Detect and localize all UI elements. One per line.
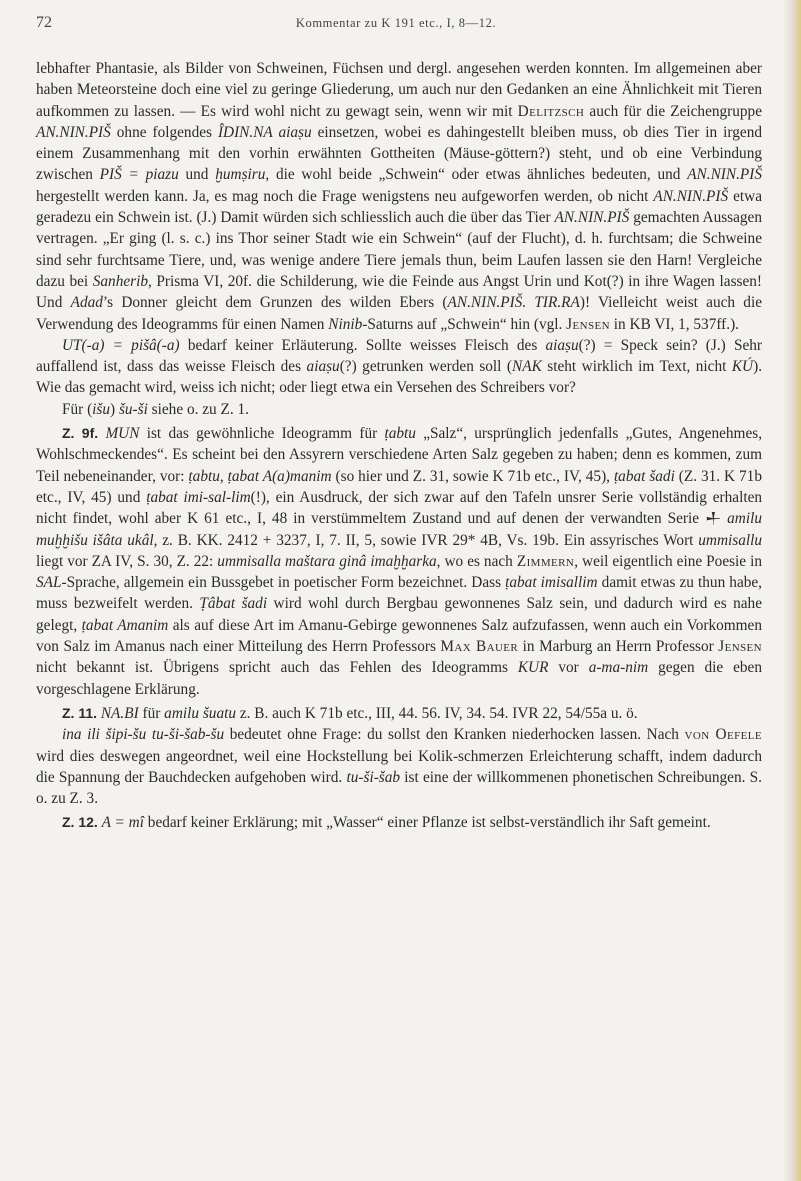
italic-term: Sanherib	[92, 272, 148, 290]
text-run: (?) getrunken werden soll (	[339, 358, 513, 376]
author-name: Delitzsch	[517, 102, 585, 120]
running-head: Kommentar zu K 191 etc., I, 8—12.	[295, 16, 497, 30]
italic-term: KUR	[517, 659, 549, 677]
text-run: bedarf keiner Erklärung; mit „Wasser“ einer Pflanze ist selbst-verständlich ihr Saft gemeint.	[143, 814, 711, 832]
author-name: von Oefele	[684, 726, 762, 744]
page-edge-shadow	[783, 0, 801, 1181]
italic-term: PIŠ = piazu	[99, 166, 179, 184]
paragraph-p2	[36, 335, 762, 399]
italic-term: ṭabat Amanim	[81, 616, 169, 634]
line-reference: Z. 12.	[62, 814, 98, 831]
italic-term: ṭabat A(a)manim	[227, 467, 332, 485]
text-run: steht wirklich im Text, nicht	[541, 358, 732, 376]
text-run: ’s Donner gleicht dem Grunzen des wilden Ebers (	[102, 294, 448, 312]
text-run: )	[110, 400, 119, 418]
author-name: Jensen	[718, 638, 763, 656]
text-run: gemachten Aussagen vertragen. „Er ging (l. s. c.) ins Thor seiner Stadt wie ein Schwein“ (auf der Flucht), d. h. furchtsam; die Schweine sind sehr furchtsame Tiere, und, was wenige andere Tiere jemals thun, beim Laufen lassen sie den Harn! Vergleiche dazu bei	[36, 209, 762, 290]
paragraph-p5	[36, 703, 762, 724]
page-header	[36, 14, 756, 34]
italic-term: ṭabat imisallim	[505, 574, 598, 592]
italic-term: ina ili šipi-šu tu-ši-šab-šu	[62, 726, 225, 744]
text-run: als auf diese Art im Amanu-Gebirge gewonnenes Salz aufzufassen, wenn auch ein Vorkommen von Salz im Amanus nach einer Mitteilung des Herrn Professors	[36, 616, 762, 656]
italic-term: Adad	[70, 294, 103, 312]
paragraph-p4	[36, 423, 762, 700]
italic-term: a-ma-nim	[588, 659, 649, 677]
italic-term: AN.NIN.PIŠ	[653, 187, 729, 205]
author-name: Jensen	[566, 315, 610, 333]
italic-term: AN.NIN.PIŠ	[554, 209, 630, 227]
line-reference: Z. 9f.	[62, 425, 99, 442]
page-number: 72	[36, 14, 52, 31]
text-run: Für (	[62, 400, 93, 418]
italic-term: NA.BI	[100, 704, 139, 722]
text-run: -Sprache, allgemein ein Bussgebet in poetischer Form bezeichnet. Dass	[61, 574, 506, 592]
text-run: wird wohl durch Bergbau gewonnenes Salz sein, und dadurch wird es nahe gelegt,	[36, 595, 762, 634]
cuneiform-sign: 𒈦	[705, 510, 722, 528]
text-run: (Z. 31. K 71b etc., IV, 45) und	[36, 467, 762, 506]
italic-term: KÚ	[731, 358, 754, 376]
line-reference: Z. 11.	[62, 704, 98, 721]
italic-term: ṭabtu	[188, 467, 220, 485]
text-run: auch für die Zeichengruppe	[584, 102, 762, 120]
paragraph-p3	[36, 399, 762, 420]
italic-term: amilu muḫḫišu išâta ukâl	[36, 510, 762, 549]
italic-term: AN.NIN.PIŠ	[36, 123, 111, 141]
text-run: ). Wie das gemacht wird, weiss ich nicht; oder liegt etwa ein Versehen des Schreibers vor?	[36, 358, 763, 397]
italic-term: ṭabat imi-sal-lim	[146, 488, 251, 506]
italic-term: Ṭâbat šadi	[199, 595, 268, 613]
italic-term: ṭabtu	[384, 425, 416, 443]
italic-term: aiaṣu	[306, 358, 340, 376]
commentary-body	[36, 58, 762, 834]
text-run: in Marburg an Herrn Professor	[518, 638, 719, 656]
author-name: Zimmern	[516, 552, 575, 570]
italic-term: Ninib	[328, 315, 363, 333]
text-run: siehe o. zu Z. 1.	[147, 400, 249, 418]
italic-term: tu-ši-šab	[346, 768, 401, 786]
text-run: ohne folgendes	[110, 123, 218, 141]
text-run: z. B. auch K 71b etc., III, 44. 56. IV, 34. 54. IVR 22, 54/55a u. ö.	[236, 704, 638, 722]
italic-term: amilu šuatu	[164, 704, 236, 722]
text-run: , die wohl beide „Schwein“ oder etwas ähnliches bedeuten, und	[265, 166, 688, 184]
italic-term: SAL	[36, 574, 62, 592]
text-run: (!), ein Ausdruck, der sich zwar auf den Tafeln unsrer Serie vollständig erhalten nicht findet, wohl aber K 61 etc., I, 48 in verstümmeltem Zustand und auf denen der verwandten Serie	[36, 488, 763, 528]
text-run: , z. B. KK. 2412 + 3237, I, 7. II, 5, sowie IVR 29* 4B, Vs. 19b. Ein assyrisches Wort	[153, 531, 699, 549]
text-run: ,	[219, 467, 228, 485]
paragraph-p6	[36, 724, 762, 809]
paragraph-p7	[36, 812, 762, 833]
italic-term: AN.NIN.PIŠ. TIR.RA	[447, 294, 580, 312]
text-run: ist eine der willkommenen phonetischen Schreibungen. S. o. zu Z. 3.	[36, 768, 763, 808]
italic-term: MUN	[105, 425, 140, 443]
text-run: „Salz“, ursprünglich jedenfalls „Gutes, Angenehmes, Wohlschmeckendes“. Es scheint bei den Assyrern verschiedene Arten Salz gegeben zu haben; denn es kommen, zum Teil nebeneinander, vor:	[36, 425, 763, 485]
paragraph-p1	[36, 58, 762, 335]
italic-term: AN.NIN.PIŠ	[687, 166, 762, 184]
text-run: damit etwas zu thun habe, muss bezweifelt werden.	[36, 574, 762, 613]
text-run: in KB VI, 1, 537ff.).	[609, 315, 739, 333]
author-name: Max Bauer	[440, 638, 519, 656]
italic-term: ÎDIN.NA aiaṣu	[217, 123, 312, 141]
text-run: vor	[548, 659, 589, 677]
text-run: etwa geradezu ein Schwein ist. (J.) Damit würden sich schliesslich auch die über das Tier	[36, 187, 762, 227]
italic-term: NAK	[512, 358, 542, 376]
italic-term: ṭabat šadi	[613, 467, 675, 485]
text-run: wird dies deswegen angeordnet, weil eine Hockstellung bei Kolik-schmerzen Erleichterung schafft, indem dadurch die Spannung der Bauchdecken aufgehoben wird.	[36, 747, 762, 786]
text-run: , Prisma VI, 20f. die Schilderung, wie die Feinde aus Angst Urin und Kot(?) in ihre Wagen lassen! Und	[36, 272, 763, 312]
italic-term: UT(-a) = pišâ(-a)	[62, 336, 180, 354]
text-run: (so hier und Z. 31, sowie K 71b etc., IV, 45),	[331, 467, 614, 485]
text-run: bedarf keiner Erläuterung. Sollte weisses Fleisch des	[179, 336, 546, 354]
text-run: (?) = Speck sein? (J.) Sehr auffallend ist, dass das weisse Fleisch des	[36, 336, 762, 376]
text-run: für	[138, 704, 165, 722]
text-run: )! Vielleicht weist auch die Verwendung des Ideogramms für einen Namen	[36, 294, 762, 333]
italic-term: ummisalla maštara ginâ imaḫḫarka	[217, 552, 437, 570]
text-run: nicht bekannt ist. Übrigens spricht auch das Fehlen des Ideogramms	[36, 659, 518, 677]
italic-term: ummisallu	[698, 531, 763, 549]
text-run: und	[178, 166, 216, 184]
text-run: lebhafter Phantasie, als Bilder von Schweinen, Füchsen und dergl. angesehen werden konnten. Im allgemeinen aber haben Meteorsteine doch eine viel zu geringe Gliederung, um auch nur den Gedanken an eine Ähnlichkeit mit Tieren aufkommen zu lassen. — Es wird wohl nicht zu gewagt sein, wenn wir mit	[36, 60, 762, 120]
text-run: liegt vor ZA IV, S. 30, Z. 22:	[36, 552, 218, 570]
text-run: hergestellt werden kann. Ja, es mag noch die Frage wenigstens neu aufgeworfen werden, ob nicht	[36, 187, 654, 205]
italic-term: aiaṣu	[545, 336, 579, 354]
italic-term: ḫumṣiru	[215, 166, 266, 184]
text-run: , weil eigentlich eine Poesie in	[574, 552, 762, 570]
text-run: ist das gewöhnliche Ideogramm für	[139, 425, 385, 443]
text-run: , wo es nach	[436, 552, 517, 570]
text-run: bedeutet ohne Frage: du sollst den Kranken niederhocken lassen. Nach	[224, 726, 685, 744]
text-run: gegen die eben vorgeschlagene Erklärung.	[36, 659, 762, 698]
italic-term: išu	[92, 400, 111, 418]
italic-term: šu-ši	[118, 400, 148, 418]
text-run: -Saturns auf „Schwein“ hin (vgl.	[362, 315, 567, 333]
text-run: einsetzen, wobei es dahingestellt bleiben muss, ob dies Tier in irgend einem Zusammenhang mit den vorhin erwähnten Gottheiten (Mäuse-göttern?) steht, und ob eine Verbindung zwischen	[36, 123, 762, 184]
italic-term: A = mî	[101, 814, 144, 832]
